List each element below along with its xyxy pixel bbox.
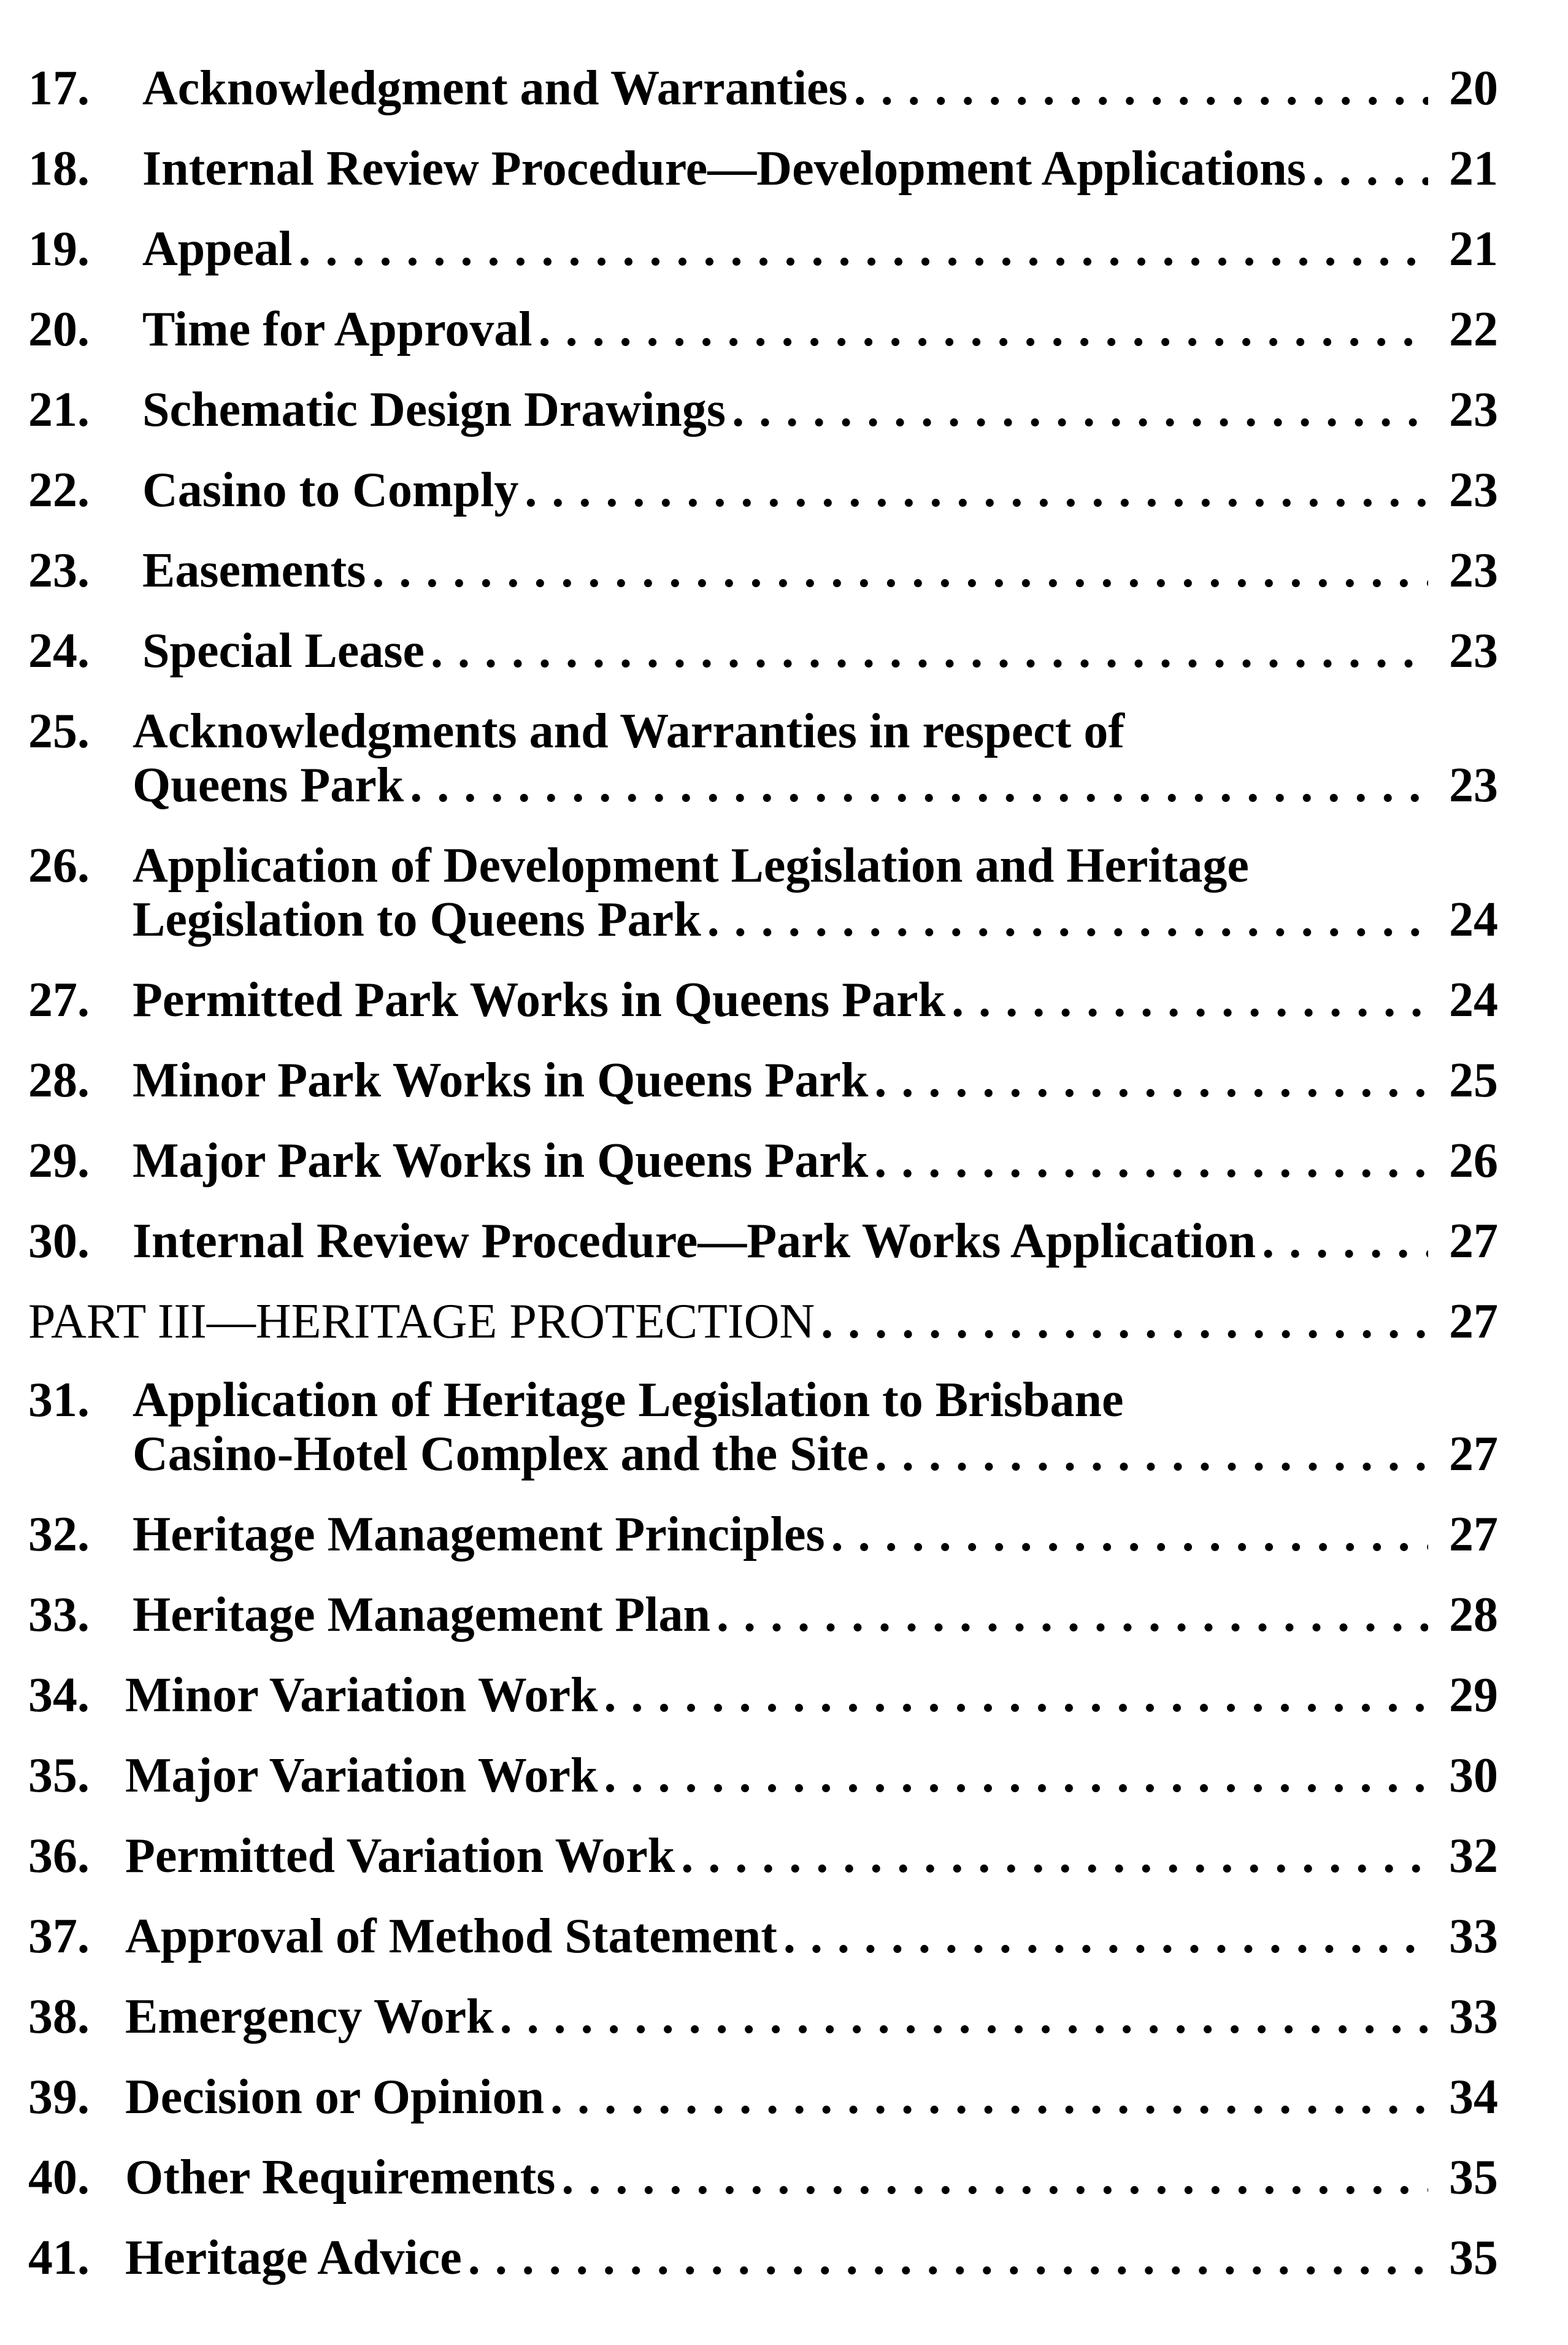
toc-entry-body [142, 624, 1498, 678]
toc-entry-body [125, 1829, 1498, 1883]
dot-leader [561, 2151, 1428, 2204]
toc-entry-page-number: 35 [1449, 2231, 1498, 2285]
toc-entry [28, 1214, 1498, 1268]
dot-leader [1262, 1214, 1428, 1268]
toc-entry-page-number: 30 [1449, 1749, 1498, 1803]
toc-entry-last-line [125, 1990, 1498, 2044]
toc-entry [28, 704, 1498, 812]
toc-entry-body [125, 1990, 1498, 2044]
toc-entry-title: Special Lease [142, 624, 425, 678]
toc-entry-title: Time for Approval [142, 302, 532, 356]
toc-entry-last-line [125, 1829, 1498, 1883]
toc-entry-title: Easements [142, 544, 366, 598]
toc-entry-last-line [125, 2070, 1498, 2124]
dot-leader [854, 61, 1428, 115]
toc-entry-number: 32. [28, 1508, 90, 1561]
toc-entry-page-number: 23 [1449, 544, 1498, 598]
toc-entry-title: Permitted Park Works in Queens Park [133, 973, 946, 1027]
toc-entry [28, 544, 1498, 598]
toc-entry-last-line [142, 142, 1498, 196]
toc-entry-last-line [133, 758, 1498, 812]
toc-entry-last-line [125, 1749, 1498, 1803]
toc-entry-number: 28. [28, 1053, 90, 1107]
toc-entry-number: 30. [28, 1214, 90, 1268]
toc-entry-last-line [133, 1588, 1498, 1642]
toc-entry-number: 24. [28, 624, 90, 678]
toc-entry-number: 17. [28, 61, 90, 115]
toc-entry-number: 37. [28, 1909, 90, 1963]
toc-entry-title: Permitted Variation Work [125, 1829, 675, 1883]
toc-entry-title: Acknowledgment and Warranties [142, 61, 848, 115]
toc-entry-number: 18. [28, 142, 90, 196]
toc-part-line [28, 1295, 1498, 1349]
toc-entry-body [142, 544, 1498, 598]
toc-entry [28, 1749, 1498, 1803]
toc-entry-title: Queens Park [133, 758, 404, 812]
dot-leader [831, 1508, 1428, 1561]
toc-entry-page-number: 27 [1449, 1508, 1498, 1561]
toc-entry-page-number: 25 [1449, 1053, 1498, 1107]
toc-entry-title: Minor Variation Work [125, 1668, 598, 1722]
toc-entry-number: 25. [28, 704, 90, 758]
toc-entry-page-number: 28 [1449, 1588, 1498, 1642]
toc-entry [28, 1909, 1498, 1963]
toc-entry-last-line [133, 1214, 1498, 1268]
toc-entry-number: 38. [28, 1990, 90, 2044]
toc-entry-title: Decision or Opinion [125, 2070, 545, 2124]
toc-entry [28, 1134, 1498, 1188]
toc-entry-body [142, 383, 1498, 437]
toc-entry-page-number: 27 [1449, 1427, 1498, 1481]
toc-entry-page-number: 24 [1449, 893, 1498, 947]
toc-entry [28, 1668, 1498, 1722]
dot-leader [821, 1295, 1428, 1349]
toc-entry-title-line: Application of Development Legislation and Heritage [133, 839, 1249, 893]
toc-entry-body [125, 2231, 1498, 2285]
toc-entry-title: Schematic Design Drawings [142, 383, 726, 437]
toc-entry-number: 29. [28, 1134, 90, 1188]
toc-entry-title: Heritage Management Plan [133, 1588, 710, 1642]
toc-entry [28, 839, 1498, 947]
toc-entry [28, 973, 1498, 1027]
dot-leader [951, 973, 1428, 1027]
dot-leader [604, 1668, 1428, 1722]
toc-entry-last-line [133, 1134, 1498, 1188]
dot-leader [681, 1829, 1428, 1883]
toc-entry-title: Heritage Management Principles [133, 1508, 825, 1561]
dot-leader [1312, 142, 1428, 196]
toc-entry [28, 2070, 1498, 2124]
dot-leader [410, 758, 1428, 812]
toc-entry [28, 302, 1498, 356]
dot-leader [525, 463, 1428, 517]
toc-entry-title: Minor Park Works in Queens Park [133, 1053, 869, 1107]
toc-entry [28, 2151, 1498, 2204]
toc-entry [28, 1588, 1498, 1642]
toc-entry-number: 19. [28, 222, 90, 276]
toc-entry-title: Legislation to Queens Park [133, 893, 701, 947]
toc-entry-last-line [133, 1508, 1498, 1561]
toc-entry [28, 383, 1498, 437]
dot-leader [875, 1427, 1428, 1481]
toc-entry-body [125, 2070, 1498, 2124]
toc-entry-page-number: 21 [1449, 222, 1498, 276]
toc-entry-number: 33. [28, 1588, 90, 1642]
toc-entry-page-number: 21 [1449, 142, 1498, 196]
dot-leader [500, 1990, 1428, 2044]
toc-entry-last-line [125, 2231, 1498, 2285]
toc-entry-title: Emergency Work [125, 1990, 494, 2044]
dot-leader [732, 383, 1428, 437]
toc-entry-number: 40. [28, 2151, 90, 2204]
toc-entry-body [133, 704, 1498, 812]
toc-entry [28, 1990, 1498, 2044]
toc-entry-body [133, 1214, 1498, 1268]
dot-leader [550, 2070, 1428, 2124]
toc-entry [28, 142, 1498, 196]
toc-entry-last-line [125, 1668, 1498, 1722]
toc-entry-body [133, 1508, 1498, 1561]
toc-entry-last-line [142, 463, 1498, 517]
toc-entry-title: Appeal [142, 222, 293, 276]
toc-entry-number: 35. [28, 1749, 90, 1803]
toc-entry-title: Heritage Advice [125, 2231, 462, 2285]
toc-entry-body [142, 222, 1498, 276]
toc-entry-title-line: Acknowledgments and Warranties in respect of [133, 704, 1125, 758]
toc-entry-number: 27. [28, 973, 90, 1027]
toc-entry [28, 1373, 1498, 1481]
toc-entry [28, 61, 1498, 115]
toc-entry-last-line [133, 1053, 1498, 1107]
toc-entry-page-number: 35 [1449, 2151, 1498, 2204]
toc-entry-body [133, 1588, 1498, 1642]
toc-part-page-number: 27 [1449, 1295, 1498, 1349]
toc-part-body [28, 1295, 1498, 1349]
dot-leader [468, 2231, 1428, 2285]
toc-entry [28, 463, 1498, 517]
toc-entry-page-number: 20 [1449, 61, 1498, 115]
toc-entry-number: 20. [28, 302, 90, 356]
toc-entry-last-line [142, 61, 1498, 115]
toc-entry-title: Casino-Hotel Complex and the Site [133, 1427, 869, 1481]
toc-entry-page-number: 23 [1449, 758, 1498, 812]
dot-leader [707, 893, 1428, 947]
toc-entry-page-number: 32 [1449, 1829, 1498, 1883]
toc-entry [28, 1053, 1498, 1107]
toc-entry-page-number: 27 [1449, 1214, 1498, 1268]
toc-entry-title: Major Variation Work [125, 1749, 598, 1803]
dot-leader [539, 302, 1428, 356]
toc-entry-number: 36. [28, 1829, 90, 1883]
toc-part-title: PART III—HERITAGE PROTECTION [28, 1295, 815, 1349]
toc-entry-number: 23. [28, 544, 90, 598]
toc-entry-title: Approval of Method Statement [125, 1909, 777, 1963]
toc-entry-page-number: 24 [1449, 973, 1498, 1027]
toc-entry-last-line [142, 544, 1498, 598]
toc-entry-title: Major Park Works in Queens Park [133, 1134, 869, 1188]
toc-entry-last-line [133, 1427, 1498, 1481]
dot-leader [604, 1749, 1428, 1803]
toc-entry-body [133, 1134, 1498, 1188]
toc-entry-number: 22. [28, 463, 90, 517]
toc-entry-page-number: 26 [1449, 1134, 1498, 1188]
table-of-contents [28, 61, 1498, 2311]
toc-entry-body [133, 839, 1498, 947]
toc-entry-title: Internal Review Procedure—Park Works Application [133, 1214, 1256, 1268]
toc-entry-number: 41. [28, 2231, 90, 2285]
toc-entry-title: Casino to Comply [142, 463, 519, 517]
toc-entry-page-number: 23 [1449, 383, 1498, 437]
toc-entry-page-number: 23 [1449, 624, 1498, 678]
toc-entry [28, 1508, 1498, 1561]
dot-leader [431, 624, 1428, 678]
dot-leader [783, 1909, 1428, 1963]
toc-entry-body [125, 2151, 1498, 2204]
toc-entry-last-line [133, 893, 1498, 947]
toc-entry-title-line: Application of Heritage Legislation to Brisbane [133, 1373, 1124, 1427]
toc-entry-title: Internal Review Procedure—Development Applications [142, 142, 1306, 196]
dot-leader [372, 544, 1428, 598]
toc-entry-body [133, 1053, 1498, 1107]
toc-entry-number: 34. [28, 1668, 90, 1722]
dot-leader [874, 1053, 1428, 1107]
toc-entry-body [125, 1668, 1498, 1722]
toc-entry-body [142, 302, 1498, 356]
toc-entry-last-line [125, 1909, 1498, 1963]
toc-entry-last-line [142, 222, 1498, 276]
toc-entry-title: Other Requirements [125, 2151, 556, 2204]
toc-entry-number: 26. [28, 839, 90, 893]
toc-entry-body [125, 1909, 1498, 1963]
toc-entry [28, 1829, 1498, 1883]
toc-entry-last-line [125, 2151, 1498, 2204]
toc-entry-page-number: 33 [1449, 1909, 1498, 1963]
toc-entry [28, 624, 1498, 678]
toc-entry-page-number: 29 [1449, 1668, 1498, 1722]
toc-entry [28, 2231, 1498, 2285]
toc-entry-body [142, 61, 1498, 115]
toc-entry [28, 222, 1498, 276]
toc-entry-last-line [142, 302, 1498, 356]
toc-entry-last-line [142, 383, 1498, 437]
toc-entry-last-line [142, 624, 1498, 678]
toc-entry-number: 21. [28, 383, 90, 437]
toc-entry-body [142, 463, 1498, 517]
toc-entry-body [142, 142, 1498, 196]
toc-entry-page-number: 33 [1449, 1990, 1498, 2044]
toc-entry-number: 31. [28, 1373, 90, 1427]
toc-entry-last-line [133, 973, 1498, 1027]
dot-leader [299, 222, 1429, 276]
toc-entry-page-number: 22 [1449, 302, 1498, 356]
toc-entry-page-number: 34 [1449, 2070, 1498, 2124]
toc-entry-page-number: 23 [1449, 463, 1498, 517]
dot-leader [717, 1588, 1428, 1642]
toc-entry-body [125, 1749, 1498, 1803]
toc-entry-body [133, 1373, 1498, 1481]
toc-part-heading [28, 1295, 1498, 1349]
toc-entry-body [133, 973, 1498, 1027]
toc-entry-number: 39. [28, 2070, 90, 2124]
dot-leader [874, 1134, 1428, 1188]
